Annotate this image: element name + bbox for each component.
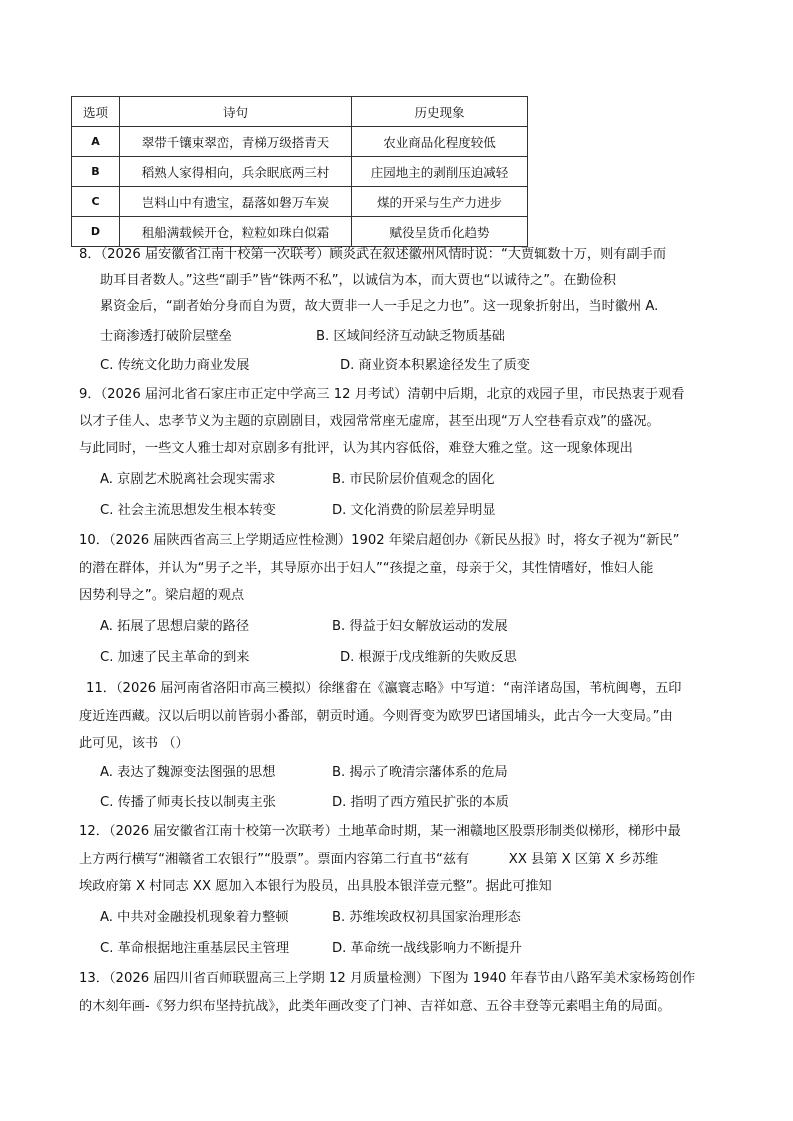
table-row bbox=[72, 127, 528, 157]
table-header-option: 选项 bbox=[72, 97, 120, 127]
q8-option-d: D. 商业资本积累途径发生了质变 bbox=[340, 358, 530, 373]
q13-line-2: 的木刻年画-《努力织布坚持抗战》，此类年画改变了门神、吉祥如意、五谷丰登等元素唱主角的局面。 bbox=[79, 999, 671, 1014]
q11-line-3: 此可见，该书 （） bbox=[79, 736, 189, 751]
q8-line-3: 累资金后，“副者始分身而自为贾，故大贾非一人一手足之力也”。这一现象折射出，当时徽州 A. bbox=[100, 299, 659, 314]
table-cell-phenomenon: 煤的开采与生产力进步 bbox=[352, 187, 528, 217]
options-table bbox=[71, 96, 528, 247]
q12-line-3: 埃政府第 X 村同志 XX 愿加入本银行为股员，出具股本银洋壹元整”。据此可推知 bbox=[79, 879, 552, 894]
q11-option-b: B. 揭示了晚清宗藩体系的危局 bbox=[332, 765, 508, 780]
table-cell-poem: 租船满载候开仓，粒粒如珠白似霜 bbox=[120, 217, 352, 247]
table-row bbox=[72, 217, 528, 247]
q12-option-d: D. 革命统一战线影响力不断提升 bbox=[332, 941, 522, 956]
q9-option-d: D. 文化消费的阶层差异明显 bbox=[332, 503, 496, 518]
q12-option-a: A. 中共对金融投机现象着力整顿 bbox=[100, 910, 289, 925]
table-header-poem: 诗句 bbox=[120, 97, 352, 127]
q9-line-3: 与此同时，一些文人雅士却对京剧多有批评，认为其内容低俗，难登大雅之堂。这一现象体现出 bbox=[79, 441, 633, 456]
table-cell-poem: 岂料山中有遗宝，磊落如磐万车炭 bbox=[120, 187, 352, 217]
table-cell-phenomenon: 农业商品化程度较低 bbox=[352, 127, 528, 157]
q9-line-1: 9．（2026 届河北省石家庄市正定中学高三 12 月考试）清朝中后期，北京的戏园子里，市民热衷于观看 bbox=[79, 387, 685, 402]
q8-line-2: 助耳目者数人。”这些“副手”皆“铢两不私”，以诚信为本，而大贾也“以诚待之”。在勤俭积 bbox=[100, 273, 616, 288]
q8-option-c: C. 传统文化助力商业发展 bbox=[100, 358, 250, 373]
table-cell-letter: A bbox=[72, 127, 120, 157]
q9-option-a: A. 京剧艺术脱离社会现实需求 bbox=[100, 472, 276, 487]
table-cell-phenomenon: 庄园地主的剥削压迫减轻 bbox=[352, 157, 528, 187]
table-cell-letter: B bbox=[72, 157, 120, 187]
q8-option-b: B. 区域间经济互动缺乏物质基础 bbox=[316, 329, 505, 344]
q8-line-1: 8．（2026 届安徽省江南十校第一次联考）顾炎武在叙述徽州风情时说：“大贾辄数十万，则有副手而 bbox=[79, 247, 667, 262]
q10-option-a: A. 拓展了思想启蒙的路径 bbox=[100, 619, 250, 634]
q11-option-d: D. 指明了西方殖民扩张的本质 bbox=[332, 795, 509, 810]
q11-option-c: C. 传播了师夷长技以制夷主张 bbox=[100, 795, 276, 810]
q10-line-1: 10．（2026 届陕西省高三上学期适应性检测）1902 年梁启超创办《新民丛报》时，将女子视为“新民” bbox=[79, 533, 680, 548]
q12-line-2: 上方两行横写“湘赣省工农银行”“股票”。票面内容第二行直书“兹有 XX 县第 X 区第 X 乡苏维 bbox=[79, 852, 659, 867]
table-cell-phenomenon: 赋役呈货币化趋势 bbox=[352, 217, 528, 247]
table-row bbox=[72, 187, 528, 217]
q10-line-2: 的潜在群体，并认为“男子之半，其导原亦出于妇人”“孩提之童，母亲于父，其性情嗜好，惟妇人能 bbox=[79, 561, 654, 576]
q11-line-1: 11．（2026 届河南省洛阳市高三模拟）徐继畬在《瀛寰志略》中写道：“南洋诸岛国，苇杭闽粤，五印 bbox=[86, 681, 682, 696]
q10-option-c: C. 加速了民主革命的到来 bbox=[100, 650, 250, 665]
q10-line-3: 因势利导之”。梁启超的观点 bbox=[79, 588, 245, 603]
q12-option-c: C. 革命根据地注重基层民主管理 bbox=[100, 941, 290, 956]
q8-option-a-text: 士商渗透打破阶层壁垒 bbox=[100, 329, 232, 344]
q10-option-b: B. 得益于妇女解放运动的发展 bbox=[332, 619, 508, 634]
table-cell-poem: 翠带千镶束翠峦，青梯万级搭青天 bbox=[120, 127, 352, 157]
q9-option-c: C. 社会主流思想发生根本转变 bbox=[100, 503, 276, 518]
q12-option-b: B. 苏维埃政权初具国家治理形态 bbox=[332, 910, 521, 925]
q10-option-d: D. 根源于戊戌维新的失败反思 bbox=[340, 650, 517, 665]
q11-line-2: 度近连西藏。汉以后明以前皆弱小番部，朝贡时通。今则胥变为欧罗巴诸国埔头，此古今一大变局。”由 bbox=[79, 709, 673, 724]
table-row bbox=[72, 157, 528, 187]
q13-line-1: 13．（2026 届四川省百师联盟高三上学期 12 月质量检测）下图为 1940 年春节由八路军美术家杨筠创作 bbox=[79, 971, 696, 986]
q9-line-2: 以才子佳人、忠孝节义为主题的京剧剧目，戏园常常座无虚席，甚至出现“万人空巷看京戏”的盛况。 bbox=[79, 414, 660, 429]
q9-option-b: B. 市民阶层价值观念的固化 bbox=[332, 472, 495, 487]
table-header-row bbox=[72, 97, 528, 127]
q11-option-a: A. 表达了魏源变法图强的思想 bbox=[100, 765, 276, 780]
table-cell-poem: 稻熟人家得相向，兵余眠底两三村 bbox=[120, 157, 352, 187]
table-cell-letter: D bbox=[72, 217, 120, 247]
q12-line-1: 12．（2026 届安徽省江南十校第一次联考）土地革命时期，某一湘赣地区股票形制类似梯形，梯形中最 bbox=[79, 824, 681, 839]
table-header-phenomenon: 历史现象 bbox=[352, 97, 528, 127]
table-cell-letter: C bbox=[72, 187, 120, 217]
